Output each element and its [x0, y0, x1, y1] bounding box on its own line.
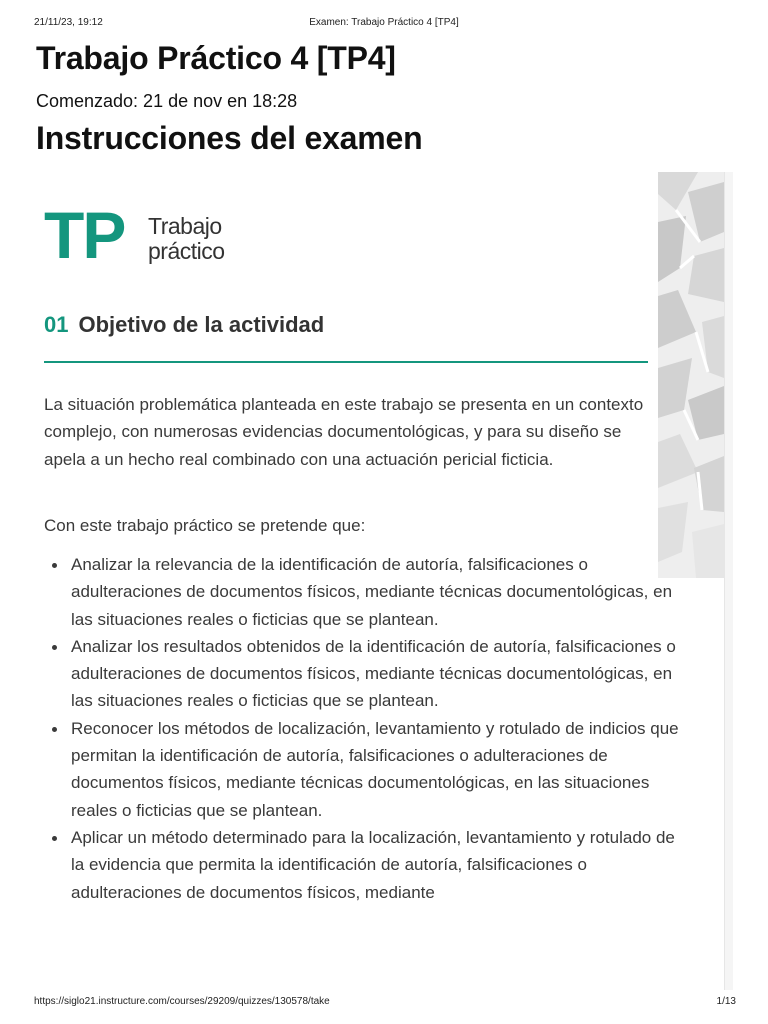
quiz-title: Trabajo Práctico 4 [TP4]: [36, 40, 396, 76]
list-item: Reconocer los métodos de localización, levantamiento y rotulado de indicios que permitan la identificación de autoría, falsificaciones o adulteraciones de documentos físicos, mediante técnicas documentológicas, en las situaciones reales o ficticias que se plantean.: [71, 715, 683, 824]
objective-number: 01: [44, 312, 69, 337]
quiz-started-date: Comenzado: 21 de nov en 18:28: [36, 91, 298, 111]
list-item: Aplicar un método determinado para la localización, levantamiento y rotulado de la evidencia que permita la identificación de autoría, falsificaciones o adulteraciones de documentos físicos, mediante: [71, 824, 683, 906]
decorative-pattern-image: [658, 172, 724, 578]
tp-logo-word-line2: práctico: [148, 238, 225, 264]
print-document-title: Examen: Trabajo Práctico 4 [TP4]: [309, 17, 459, 28]
objective-heading: [44, 312, 324, 342]
print-header: [0, 0, 768, 30]
objectives-list: [44, 551, 683, 906]
objective-paragraph-2: Con este trabajo práctico se pretende que:: [44, 516, 366, 535]
list-item: Analizar la relevancia de la identificación de autoría, falsificaciones o adulteraciones de documentos físicos, mediante técnicas documentológicas, en las situaciones reales o ficticias que se plantean.: [71, 551, 683, 633]
print-page-number: 1/13: [716, 996, 736, 1007]
instructions-heading: Instrucciones del examen: [36, 120, 423, 156]
print-footer: [0, 994, 768, 1014]
objective-divider: [44, 361, 648, 363]
scrollbar-track[interactable]: [724, 172, 733, 990]
objective-title: Objetivo de la actividad: [78, 312, 325, 337]
tp-logo-word-line1: Trabajo: [148, 213, 222, 239]
tp-logo: [44, 198, 264, 276]
tp-logo-letters: TP: [44, 198, 125, 272]
objective-paragraph-1: La situación problemática planteada en este trabajo se presenta en un contexto complejo, con numerosas evidencias documentológicas, y para su diseño se apela a un hecho real combinado con una actuación pericial ficticia.: [44, 395, 644, 469]
list-item: Analizar los resultados obtenidos de la identificación de autoría, falsificaciones o adulteraciones de documentos físicos, mediante técnicas documentológicas, en las situaciones reales o ficticias que se plantean.: [71, 633, 683, 715]
print-datetime: 21/11/23, 19:12: [34, 17, 103, 28]
print-url: https://siglo21.instructure.com/courses/29209/quizzes/130578/take: [34, 996, 330, 1007]
geometric-pattern-graphic: [658, 172, 724, 578]
